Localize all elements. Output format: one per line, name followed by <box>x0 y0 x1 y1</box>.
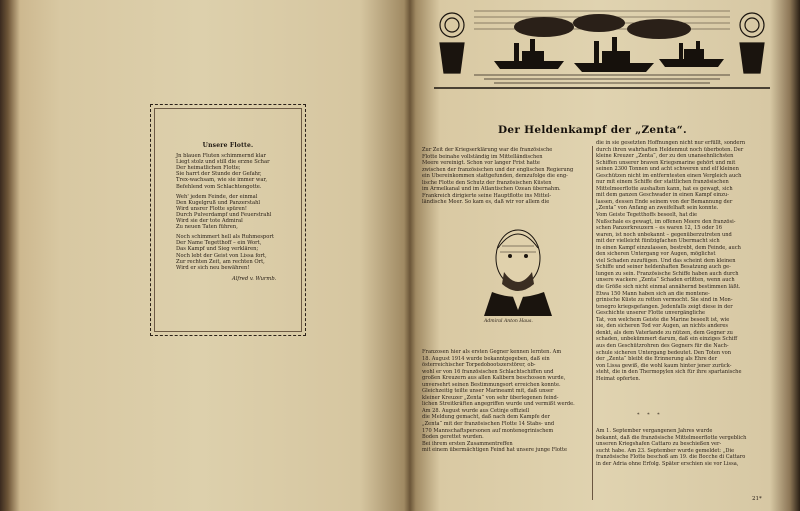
article-column-right-bottom <box>596 428 766 467</box>
text-line: Heimat opferten. <box>596 375 641 382</box>
poem-line: Der heimatlichen Flotte; <box>176 165 241 172</box>
poem-line: Den Kugelgruß und Panzerstahl <box>176 199 261 206</box>
text-line: schule sicheren Untergang bedeutet. Den Toten von <box>596 349 731 356</box>
text-line: mit der vielleicht fünfzigfachen Übermacht sich <box>596 238 720 245</box>
text-line: unseren Kriegshafen Cattaro zu beschießen ver- <box>596 441 722 448</box>
text-line: sucht habe. Am 23. September wurde gemeldet: „Die <box>596 447 735 454</box>
text-line: österreichischer Torpedobootszerstörer, ob- <box>422 362 536 369</box>
text-line: Boden gerettet wurden. <box>422 434 484 441</box>
text-line: denkt, als dem Vaterlande zu nützen, dem Gegner zu <box>596 329 733 336</box>
text-line: 18. August 1914 wurde bekanntgegeben, daß ein <box>422 355 550 362</box>
text-line: großen Kreuzern aus allen Kalibern beschossen wurde, <box>422 375 566 382</box>
text-line: Franzosen hier als ersten Gegner kennen lernten. Am <box>422 349 562 355</box>
text-line: in einen Kampf einzulassen, bestrebt, dem Feinde, auch <box>596 244 741 251</box>
text-line: in der Adria ohne Erfolg. Später erschien sie vor Lissa, <box>596 460 739 467</box>
text-line: waren, ist noch unbekannt – gegenüberzutreten und <box>596 231 732 238</box>
poem-line: Liegt stolz und still die erzne Schar <box>176 159 270 166</box>
section-separator: * * * <box>637 412 663 418</box>
poem-line: Wird unsrer Flotte spüren! <box>176 205 247 212</box>
text-line: Frankreich dirigierte seine Hauptflotte ins Mittel- <box>422 192 552 199</box>
text-line: französische Flotte beschoß am 19. die Bocche di Cattaro <box>596 454 746 461</box>
text-line: ländische Meer. So kam es, daß wir vor allem die <box>422 199 550 206</box>
column-divider <box>592 146 593 500</box>
text-line: Meere vereinigt. Schon vor langer Frist hatte <box>422 160 540 167</box>
poem-title: Unsere Flotte. <box>202 142 254 149</box>
text-line: steht, die in den Thermopylen sich für ihre spartanische <box>596 369 742 376</box>
text-line: Am 1. September vergangenen Jahres wurde <box>596 428 713 434</box>
poem-line: Zur rechten Zeit, am rechten Ort, <box>176 258 265 265</box>
poem-line: Wird sie der tote Admiral <box>176 218 243 224</box>
portrait-caption: Admiral Anton Haus. <box>484 319 533 324</box>
poem-line: Wird er sich neu bewähren! <box>176 264 250 271</box>
article-column-left-top <box>422 147 590 206</box>
text-line: schen Panzerkreuzern – es waren 12, 15 oder 16 <box>596 225 723 232</box>
text-line: der „Zenta“ bleibt die Erinnerung als Ehre der <box>596 356 718 363</box>
text-line: bekannt, daß die französische Mittelmeerflotte vergeblich <box>596 434 747 441</box>
poem-line: Das Kampf und Sieg verklären; <box>176 246 259 253</box>
article-column-left-bottom <box>422 349 590 454</box>
text-line: „Zenta“ von Anfang an zweifelhaft sein konnte. <box>596 205 719 212</box>
text-line: tenegro kriegsgefangen. Jedenfalls zeigt diese in der <box>596 303 733 310</box>
text-line: Etwa 150 Mann haben sich an die montene- <box>596 290 710 297</box>
text-line: sie, den sicheren Tod vor Augen, an nichts anderes <box>596 323 729 330</box>
text-line: kleine Kreuzer „Zenta“, der zu den unansehnlichsten <box>596 153 734 160</box>
text-line: die Größe sich nicht einmal annähernd bestimmen läßt. <box>596 284 741 291</box>
poem-line: Weh' jedem Feinde, der einmal <box>176 193 258 200</box>
text-line: lische Flotte den Schutz der französischen Küsten <box>422 179 552 186</box>
text-line: die in sie gesetzten Hoffnungen nicht nur erfüllt, sondern <box>596 140 746 146</box>
text-line: ein Übereinkommen stattgefunden, demzufolge die eng- <box>422 173 568 180</box>
text-line: lungen zu sein. Französische Schiffe haben auch durch <box>596 270 739 277</box>
text-line: Bei ihrem ersten Zusammentreffen <box>422 440 513 447</box>
text-line: mit dem ganzen Geschwader in einen Kampf einzu- <box>596 192 729 199</box>
text-line: kleiner Kreuzer „Zenta“ von sehr überlegenen feind- <box>422 394 559 401</box>
poem-line: Sie harrt der Stunde der Gefahr, <box>176 171 262 178</box>
text-line: lassen, dessen Ende seinem von der Bemannung der <box>596 198 733 205</box>
poem-line: Zu neuen Taten führen, <box>176 224 238 231</box>
text-line: unversehrt seinen Bestimmungsort erreichen konnte. <box>422 381 561 388</box>
text-line: zwischen der französischen und der englischen Regierung <box>422 166 574 173</box>
text-line: Nußschale es gewagt, im offenen Meere den französi- <box>596 218 736 225</box>
text-line: aus den Geschützrohren des Gegners für die Nach- <box>596 342 729 349</box>
page-number: 21* <box>752 496 762 502</box>
text-line: Schiffe und seiner heldenhaften Besatzung auch ge- <box>596 264 731 271</box>
text-line: Mittelmeerflotte aushalten kann, hat es gewagt, sich <box>596 185 733 192</box>
admiral-portrait <box>478 218 556 316</box>
article-title: Der Heldenkampf der „Zenta“. <box>498 124 687 136</box>
text-line: 170 Mannschaftspersonen auf montenegrinischem <box>422 427 554 434</box>
text-line: Vom Geiste Tegetthoffs beseelt, hat die <box>596 212 698 219</box>
text-line: den sicheren Untergang vor Augen, möglichst <box>596 251 716 258</box>
battleship-header-illustration <box>434 3 770 89</box>
text-line: nur mit einem Schiffe der stattlichen französischen <box>596 179 729 186</box>
poem-author: Alfred v. Wurmb. <box>232 276 277 282</box>
poem-line: Befehlend vom Schlachtengotte. <box>176 183 262 190</box>
poem-line: Trex-wachsam, wie sie immer war, <box>176 177 267 184</box>
poem-line: Noch lebt der Geist von Lissa fort, <box>176 252 267 259</box>
text-line: Tat, von welchem Geiste die Marine beseelt ist, wie <box>596 316 730 323</box>
text-line: unsere wackere „Zenta“ Schaden erlitten, wenn auch <box>596 277 735 284</box>
text-line: durch ihren wahrhaften Heldenmut noch überboten. Der <box>596 146 744 153</box>
text-line: Gleichzeitig teilte unser Marineamt mit, daß unser <box>422 388 554 395</box>
text-line: grinische Küste zu retten vermocht. Sie sind in Mon- <box>596 297 733 304</box>
text-line: Schiffen unserer braven Kriegsmarine gehört und mit <box>596 159 736 166</box>
poem-line: Durch Pulverdampf und Feuerstrahl <box>176 211 272 218</box>
poem-line: Noch schimmert hell als Ruhmesport <box>176 234 274 241</box>
text-line: die Meldung gemacht, daß nach dem Kampfe der <box>422 414 550 421</box>
text-line: wohl er von 16 französischen Schlachtschiffen und <box>422 368 554 375</box>
text-line: schaden, unbekümmert darum, daß ein einziges Schiff <box>596 336 738 343</box>
text-line: im Ärmelkanal und im Atlantischen Ozean übernahm. <box>422 186 561 193</box>
text-line: von Lissa gewiß, die wohl kaum hinter jener zurück- <box>596 362 732 369</box>
text-line: seinen 2300 Tonnen und acht schweren und elf kleinen <box>596 166 739 173</box>
text-line: mit einem übermächtigen Feind hat unsere junge Flotte <box>422 447 568 454</box>
text-line: „Zenta“ mit der französischen Flotte 14 Stabs- und <box>422 421 555 428</box>
text-line: lichen Streitkräften angegriffen wurde und vermißt werde. <box>422 401 575 408</box>
text-line: Am 28. August wurde aus Cetinje offiziell <box>422 407 530 414</box>
text-line: Flotte beinahe vollständig im Mittelländischen <box>422 153 543 160</box>
poem-line: Jn blauen Fluten schimmernd klar <box>176 153 266 159</box>
article-column-right <box>596 140 766 382</box>
text-line: Zur Zeit der Kriegserklärung war die französische <box>422 147 553 153</box>
text-line: Geschichte unserer Flotte unvergängliche <box>596 310 706 317</box>
poem-line: Der Name Tegetthoff – ein Wort, <box>176 240 262 247</box>
text-line: viel Schaden zuzufügen. Und das scheint dem kleinen <box>596 257 736 264</box>
text-line: Geschützen nicht im entferntesten einen Vergleich auch <box>596 172 742 179</box>
